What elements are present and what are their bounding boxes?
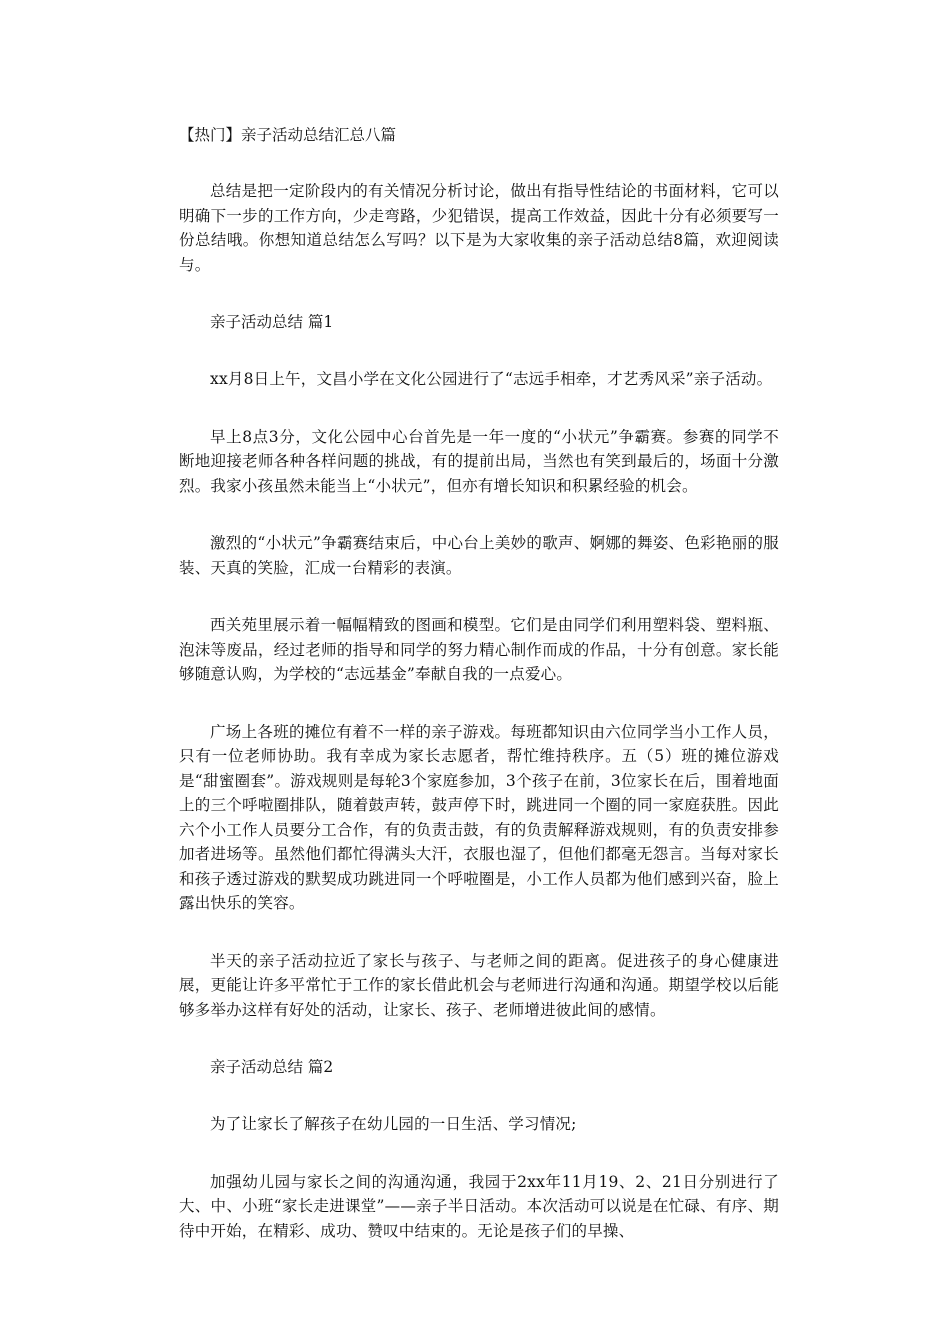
section-1-paragraph-4: 西关苑里展示着一幅幅精致的图画和模型。它们是由同学们利用塑料袋、塑料瓶、泡沫等废品，经过老师的指导和同学的努力精心制作而成的作品，十分有创意。家长能够随意认购，为学校的“志远基金”奉献自我的一点爱心。: [179, 616, 779, 683]
section-1-paragraph-1: xx月8日上午，文昌小学在文化公园进行了“志远手相牵，才艺秀风采”亲子活动。: [210, 370, 773, 388]
section-1-paragraph-6: 半天的亲子活动拉近了家长与孩子、与老师之间的距离。促进孩子的身心健康进展，更能让许多平常忙于工作的家长借此机会与老师进行沟通和沟通。期望学校以后能够多举办这样有好处的活动，让家长、孩子、老师增进彼此间的感情。: [179, 951, 779, 1019]
intro-paragraph: 总结是把一定阶段内的有关情况分析讨论，做出有指导性结论的书面材料，它可以明确下一步的工作方向，少走弯路，少犯错误，提高工作效益，因此十分有必须要写一份总结哦。你想知道总结怎么写吗？以下是为大家收集的亲子活动总结8篇，欢迎阅读与。: [179, 182, 779, 274]
document-title: 【热门】亲子活动总结汇总八篇: [179, 126, 397, 144]
section-2-paragraph-1: 为了让家长了解孩子在幼儿园的一日生活、学习情况;: [210, 1115, 577, 1133]
section-1-paragraph-2: 早上8点3分，文化公园中心台首先是一年一度的“小状元”争霸赛。参赛的同学不断地迎接老师各种各样问题的挑战，有的提前出局，当然也有笑到最后的，场面十分激烈。我家小孩虽然未能当上“小状元”，但亦有增长知识和积累经验的机会。: [179, 427, 779, 495]
section-2-heading: 亲子活动总结 篇2: [210, 1058, 334, 1076]
document-page: [179, 123, 779, 1276]
section-2-paragraph-2: 加强幼儿园与家长之间的沟通沟通，我园于2xx年11月19、2、21日分别进行了大、中、小班“家长走进课堂”——亲子半日活动。本次活动可以说是在忙碌、有序、期待中开始，在精彩、成功、赞叹中结束的。无论是孩子们的早操、: [179, 1172, 779, 1240]
section-1-paragraph-5: 广场上各班的摊位有着不一样的亲子游戏。每班都知识由六位同学当小工作人员，只有一位老师协助。我有幸成为家长志愿者，帮忙维持秩序。五（5）班的摊位游戏是“甜蜜圈套”。游戏规则是每轮3个家庭参加，3个孩子在前，3位家长在后，围着地面上的三个呼啦圈排队，随着鼓声转，鼓声停下时，跳进同一个圈的同一家庭获胜。因此六个小工作人员要分工合作，有的负责击鼓，有的负责解释游戏规则，有的负责安排参加者进场等。虽然他们都忙得满头大汗，衣服也湿了，但他们都毫无怨言。当每对家长和孩子透过游戏的默契成功跳进同一个呼啦圈是，小工作人员都为他们感到兴奋，脸上露出快乐的笑容。: [179, 722, 779, 912]
section-1-heading: 亲子活动总结 篇1: [210, 313, 334, 331]
section-1-paragraph-3: 激烈的“小状元”争霸赛结束后，中心台上美妙的歌声、婀娜的舞姿、色彩艳丽的服装、天真的笑脸，汇成一台精彩的表演。: [179, 534, 779, 577]
